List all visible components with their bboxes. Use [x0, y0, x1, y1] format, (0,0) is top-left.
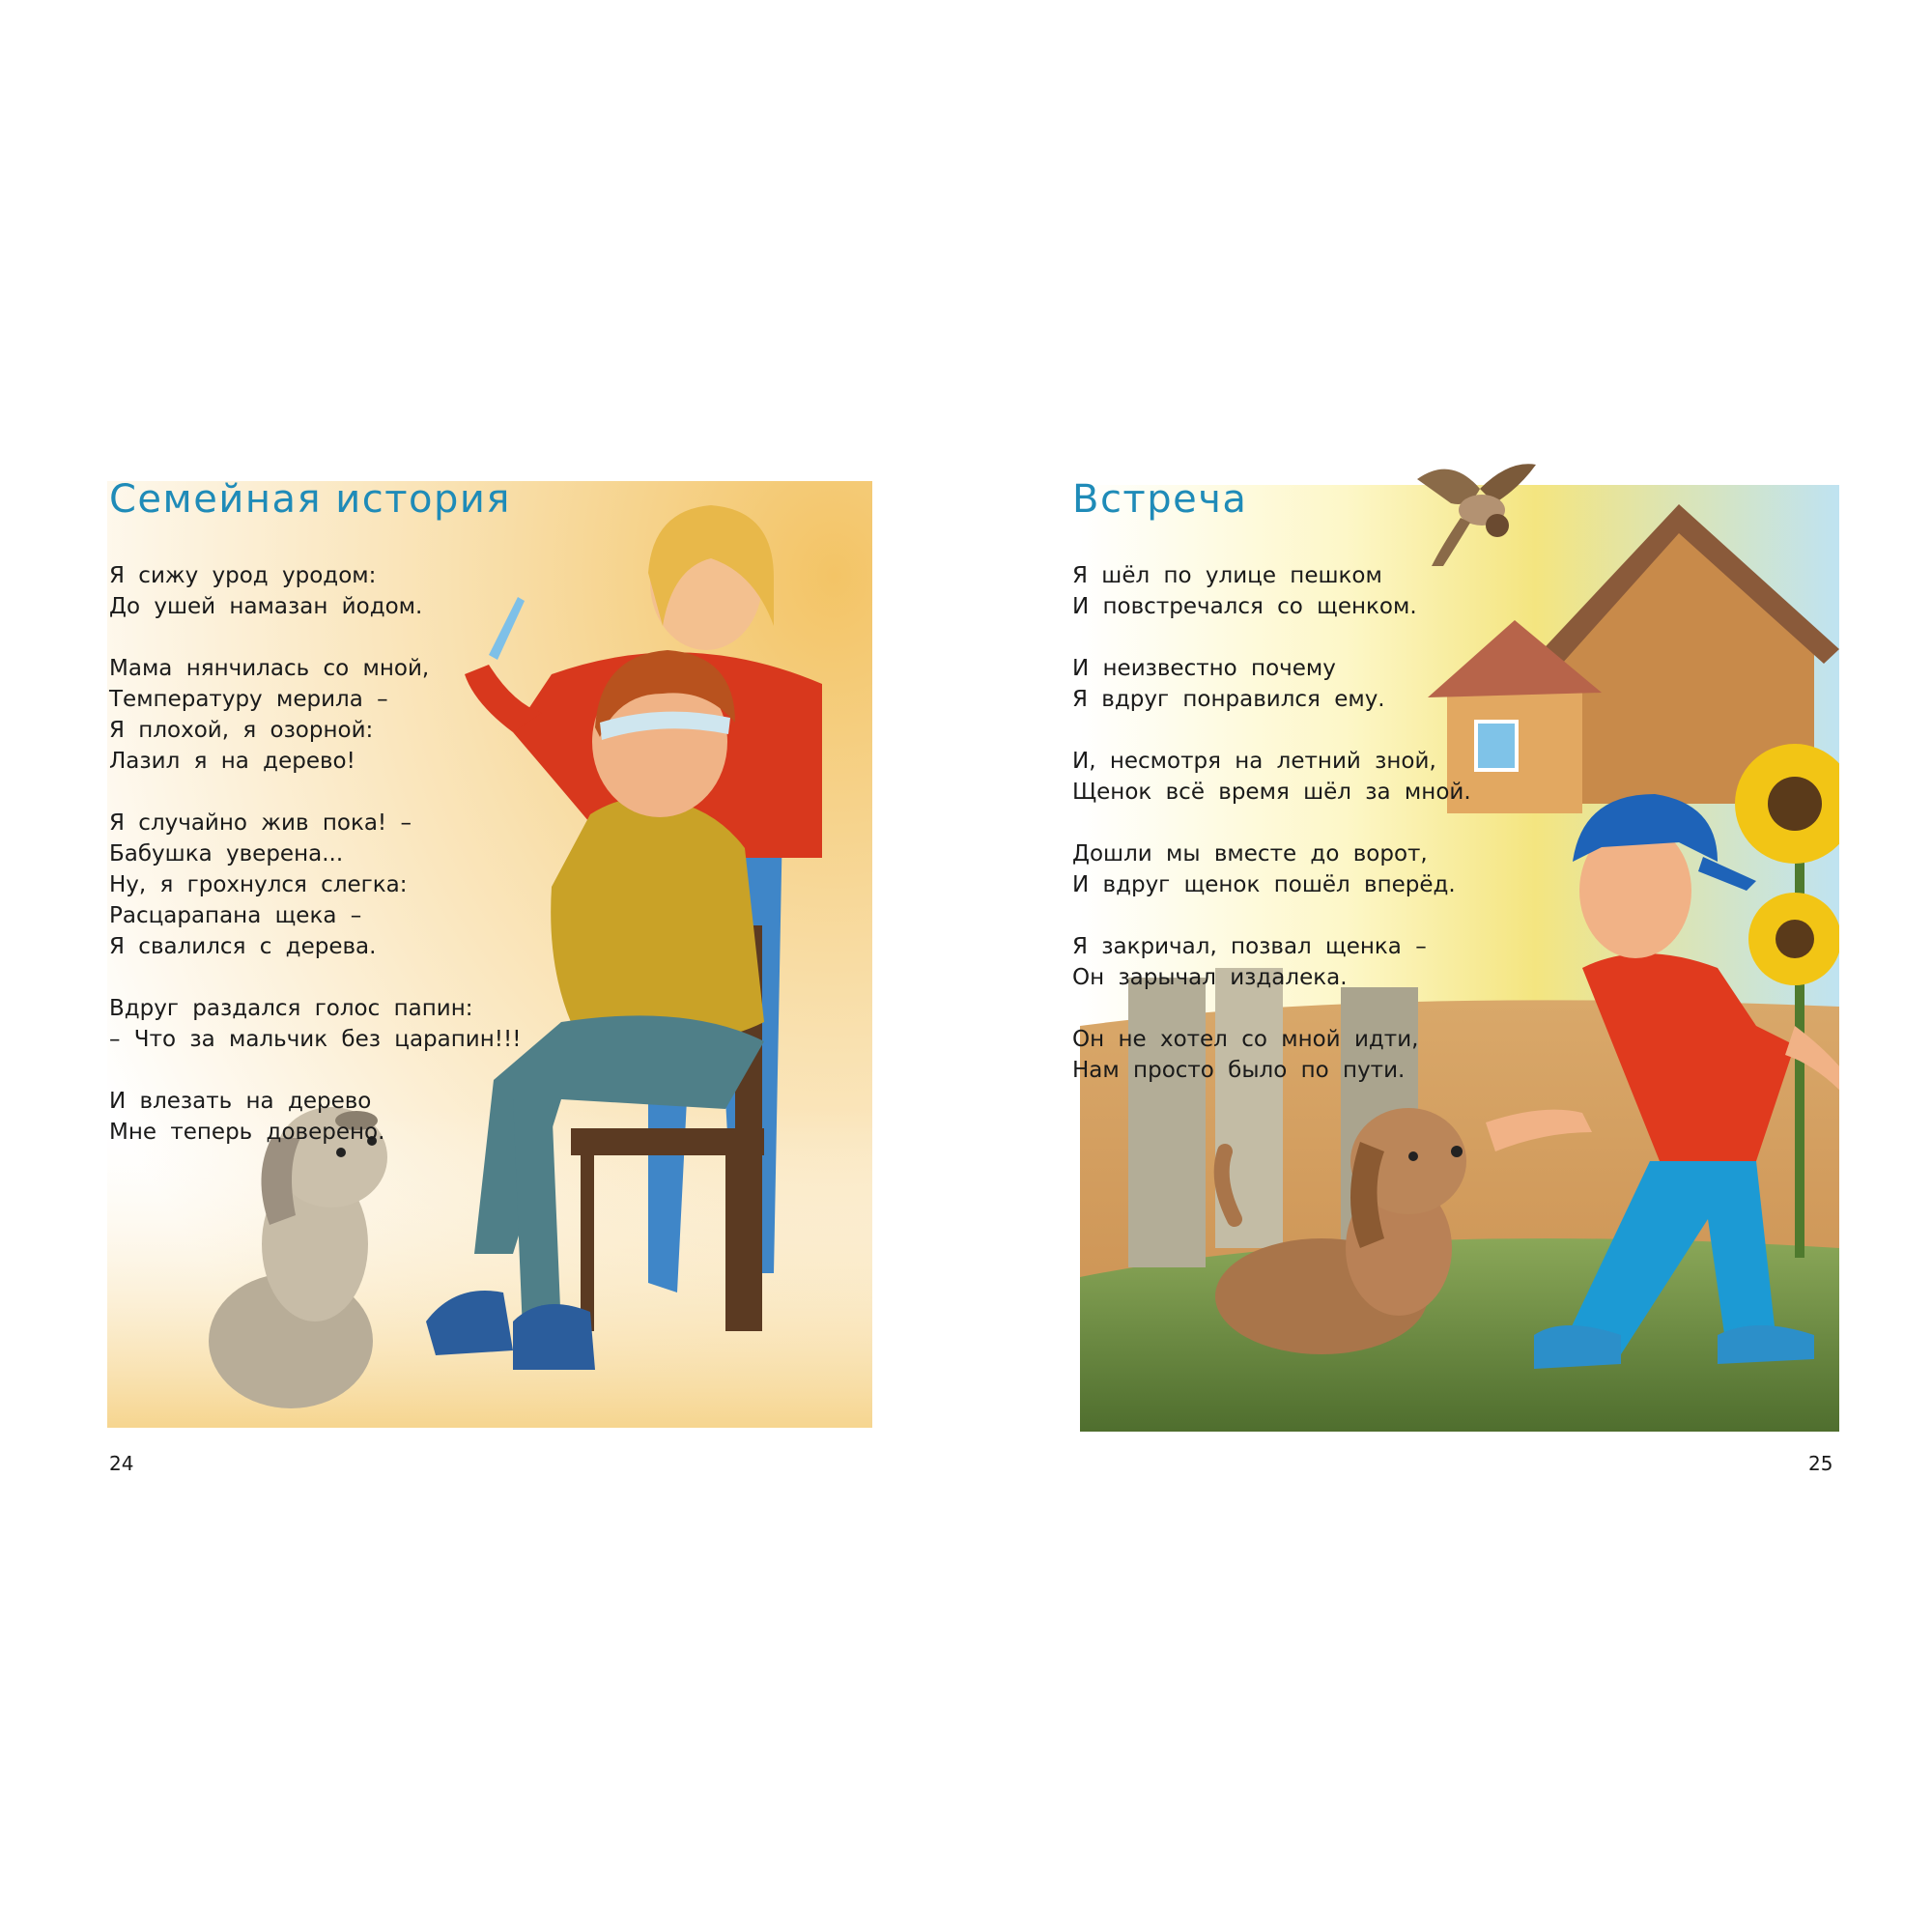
poem-line: И, несмотря на летний зной, [1072, 749, 1436, 774]
poem-line: – Что за мальчик без царапин!!! [109, 1027, 522, 1052]
poem-line: Бабушка уверена... [109, 841, 344, 867]
poem-line: Расцарапана щека – [109, 903, 362, 928]
poem-line: Мама нянчилась со мной, [109, 656, 430, 681]
stanza [1072, 838, 1671, 900]
poem-line: Он не хотел со мной идти, [1072, 1027, 1419, 1052]
stanza [109, 653, 708, 777]
stanza [109, 1086, 708, 1148]
stanza [109, 808, 708, 962]
poem-line: Я случайно жив пока! – [109, 810, 412, 836]
poem-line: Мне теперь доверено. [109, 1120, 385, 1145]
poem-line: И вдруг щенок пошёл вперёд. [1072, 872, 1456, 897]
poem-line: Он зарычал издалека. [1072, 965, 1348, 990]
poem-line: Ну, я грохнулся слегка: [109, 872, 408, 897]
stanza [1072, 931, 1671, 993]
stanza [1072, 746, 1671, 808]
poem-line: Температуру мерила – [109, 687, 388, 712]
poem-line: Щенок всё время шёл за мной. [1072, 780, 1471, 805]
poem-line: Я свалился с дерева. [109, 934, 377, 959]
page-number-left: 24 [109, 1452, 134, 1475]
poem-line: До ушей намазан йодом. [109, 594, 423, 619]
poem-line: И повстречался со щенком. [1072, 594, 1417, 619]
poem-line: Я сижу урод уродом: [109, 563, 377, 588]
poem-line: И влезать на дерево [109, 1089, 372, 1114]
stanza [109, 993, 708, 1055]
poem-text-right [1072, 560, 1671, 1117]
poem-text-left [109, 560, 708, 1179]
poem-line: Дошли мы вместе до ворот, [1072, 841, 1428, 867]
stanza [1072, 653, 1671, 715]
poem-line: Лазил я на дерево! [109, 749, 355, 774]
sparrow-icon [1412, 450, 1538, 570]
poem-line: И неизвестно почему [1072, 656, 1336, 681]
poem-line: Я вдруг понравился ему. [1072, 687, 1385, 712]
poem-line: Я плохой, я озорной: [109, 718, 374, 743]
poem-line: Нам просто было по пути. [1072, 1058, 1406, 1083]
poem-line: Вдруг раздался голос папин: [109, 996, 473, 1021]
poem-title-right: Встреча [1072, 477, 1248, 522]
poem-line: Я шёл по улице пешком [1072, 563, 1382, 588]
poem-title-left: Семейная история [109, 477, 511, 522]
poem-line: Я закричал, позвал щенка – [1072, 934, 1427, 959]
stanza [109, 560, 708, 622]
stanza [1072, 560, 1671, 622]
page-number-right: 25 [1808, 1452, 1833, 1475]
stanza [1072, 1024, 1671, 1086]
